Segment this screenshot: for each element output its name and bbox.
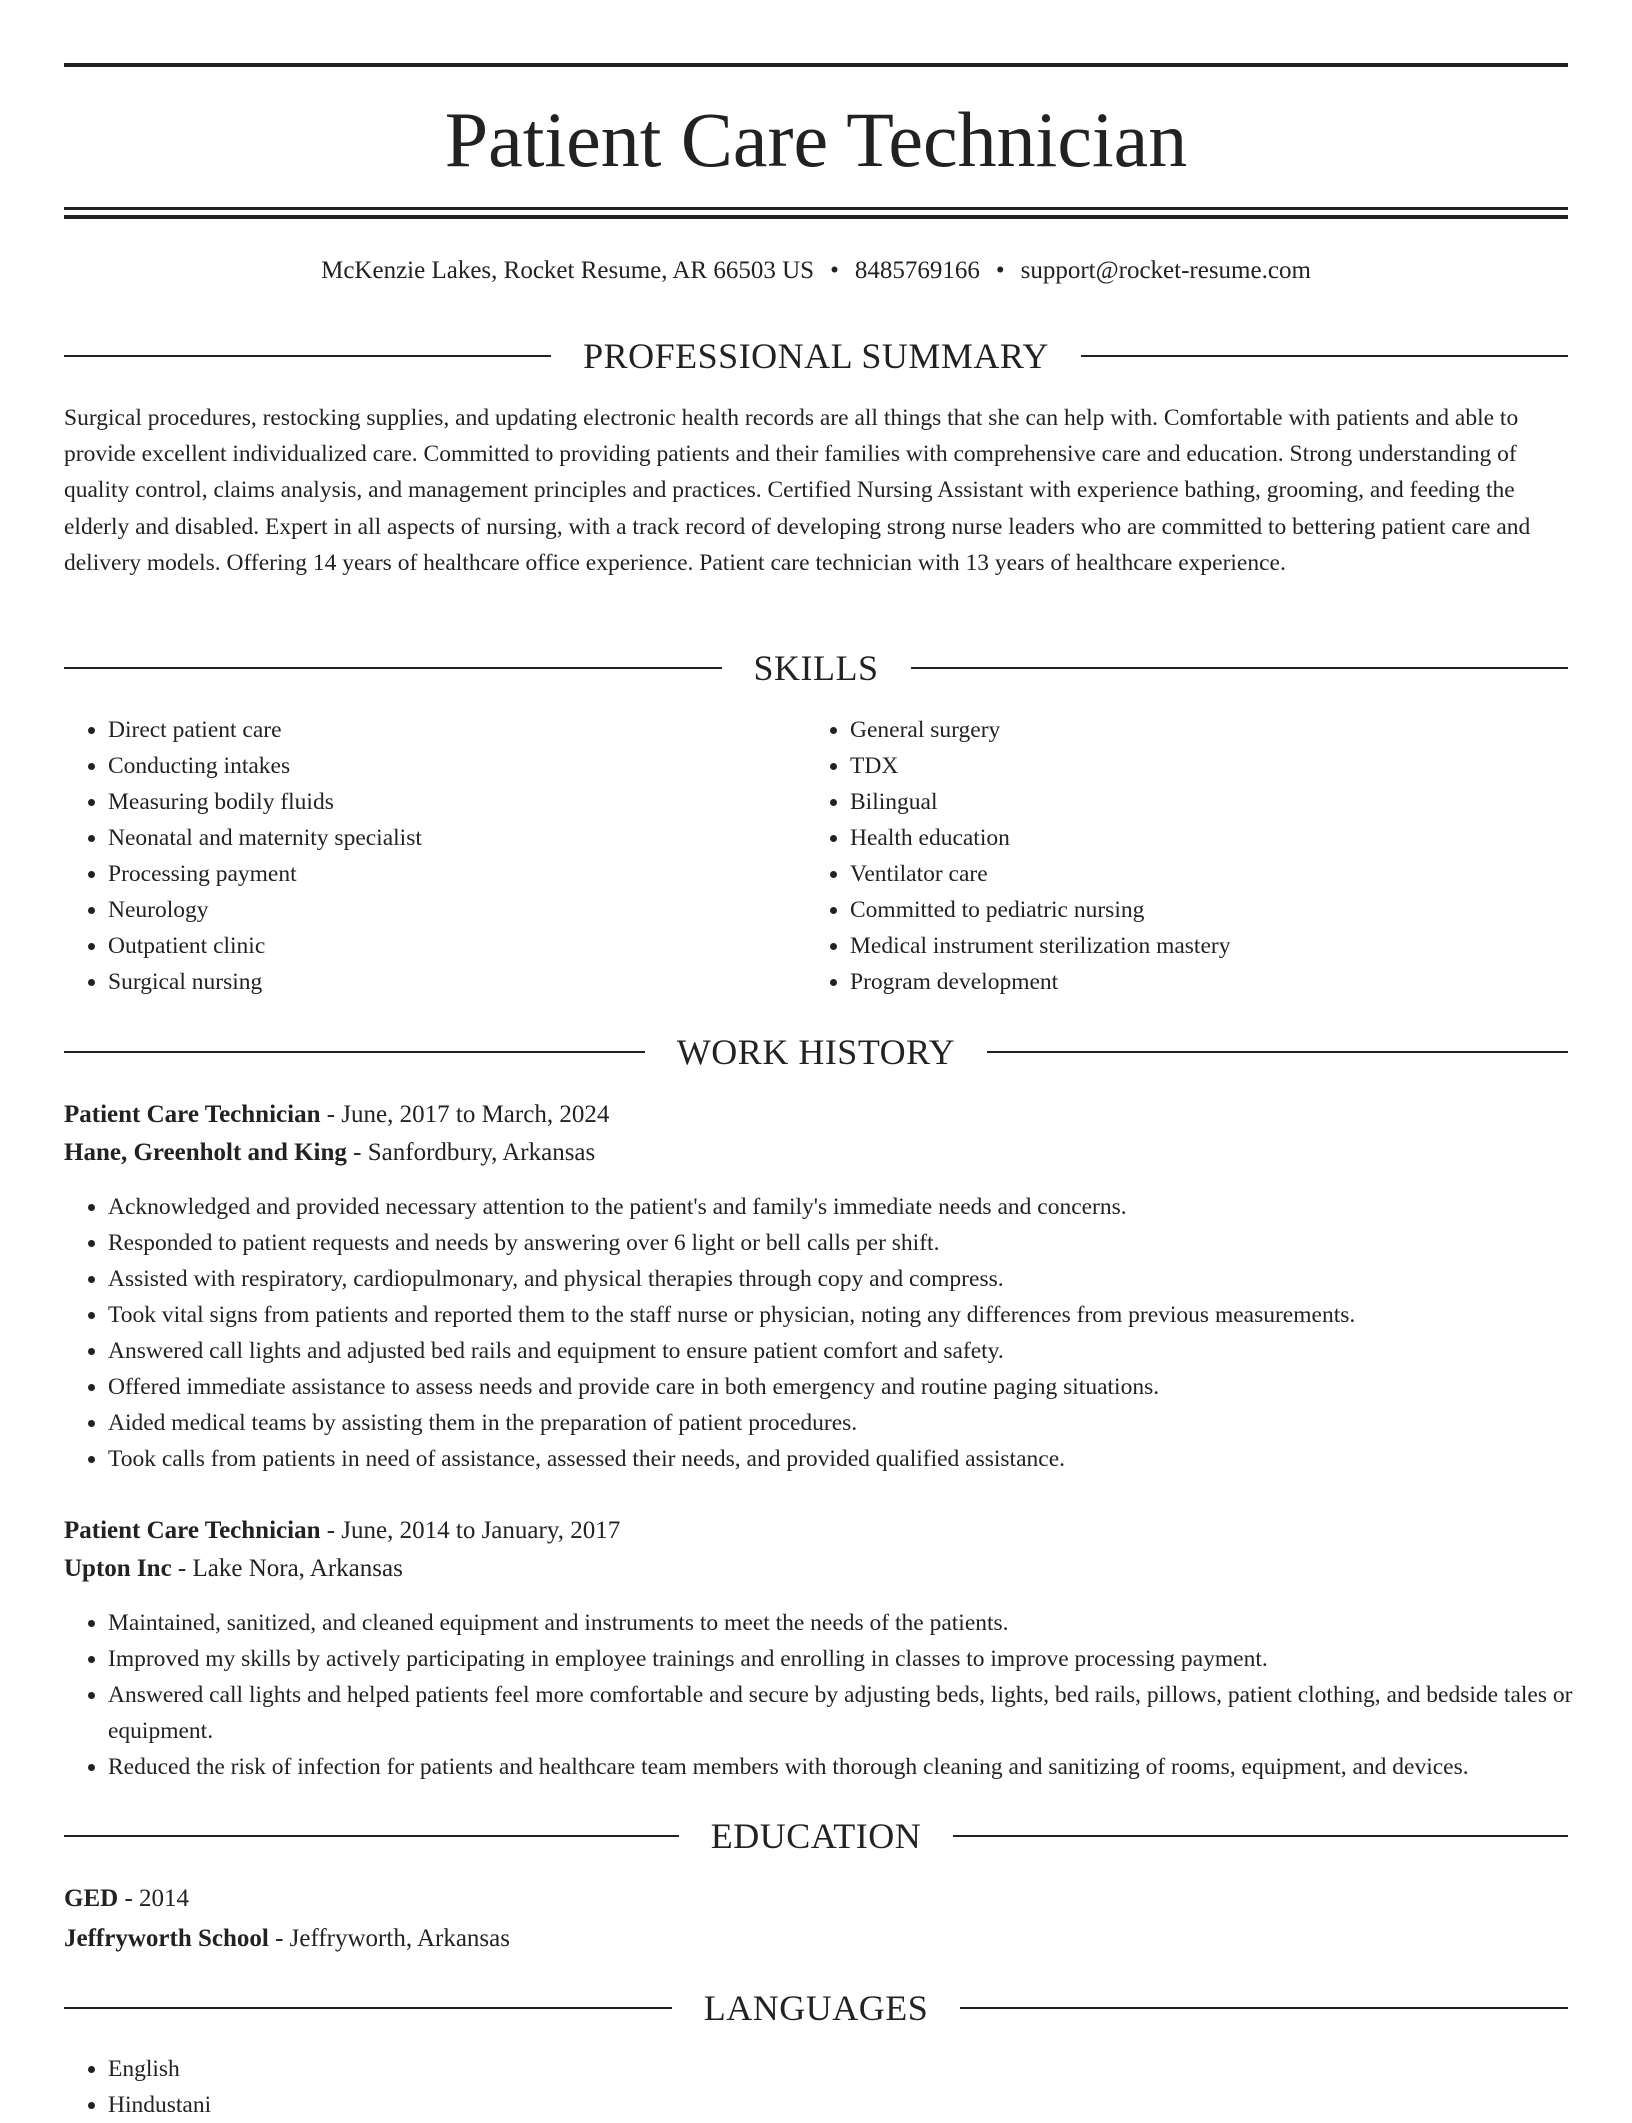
skill-item: • Outpatient clinic	[108, 928, 808, 964]
skill-item: • Measuring bodily fluids	[108, 784, 808, 820]
skill-item: • Ventilator care	[850, 856, 1610, 892]
job-title-line	[64, 1097, 1568, 1133]
languages-list	[64, 2051, 1612, 2123]
header-bottom-rule	[64, 207, 1568, 210]
job-company: Hane, Greenholt and King	[64, 1139, 347, 1166]
job-location: - Lake Nora, Arkansas	[171, 1555, 403, 1582]
divider	[64, 667, 722, 669]
skill-item: • General surgery	[850, 712, 1610, 748]
skill-item: • Surgical nursing	[108, 964, 808, 1000]
skill-item: • Conducting intakes	[108, 748, 808, 784]
job-company-line	[64, 1135, 1568, 1171]
summary-section-header	[64, 334, 1568, 378]
job-duty: • Acknowledged and provided necessary attention to the patient's and family's immediate needs and concerns.	[108, 1189, 1612, 1225]
summary-heading: PROFESSIONAL SUMMARY	[583, 336, 1049, 376]
languages-section-header	[64, 1986, 1568, 2030]
contact-address: McKenzie Lakes, Rocket Resume, AR 66503 US	[321, 257, 815, 284]
job-duty: • Took calls from patients in need of assistance, assessed their needs, and provided qualified assistance.	[108, 1441, 1612, 1477]
job-company: Upton Inc	[64, 1555, 172, 1582]
contact-email: support@rocket-resume.com	[1020, 257, 1311, 284]
skill-item: • Bilingual	[850, 784, 1610, 820]
divider	[64, 2007, 672, 2009]
job-duty: • Offered immediate assistance to assess needs and provide care in both emergency and routine paging situations.	[108, 1369, 1612, 1405]
job-title: Patient Care Technician	[64, 1517, 321, 1544]
job-title-line	[64, 1513, 1568, 1549]
divider	[64, 355, 551, 357]
education-location: - Jeffryworth, Arkansas	[268, 1925, 510, 1952]
divider	[64, 1051, 645, 1053]
skill-item: • Neonatal and maternity specialist	[108, 820, 808, 856]
skill-item: • Health education	[850, 820, 1610, 856]
education-heading: EDUCATION	[710, 1816, 922, 1856]
job-duty: • Maintained, sanitized, and cleaned equipment and instruments to meet the needs of the patients.	[108, 1605, 1612, 1641]
skill-item: • TDX	[850, 748, 1610, 784]
contact-phone: 8485769166	[854, 257, 980, 284]
language-item: • English	[108, 2051, 1612, 2087]
work-heading: WORK HISTORY	[676, 1032, 956, 1072]
skill-item: • Neurology	[108, 892, 808, 928]
divider	[64, 1835, 679, 1837]
language-item: • Hindustani	[108, 2087, 1612, 2123]
job-duty: • Responded to patient requests and needs by answering over 6 light or bell calls per shift.	[108, 1225, 1612, 1261]
job-company-line	[64, 1551, 1568, 1587]
skill-item: • Committed to pediatric nursing	[850, 892, 1610, 928]
divider	[911, 667, 1569, 669]
job-dates: - June, 2017 to March, 2024	[320, 1101, 610, 1128]
job-duty: • Assisted with respiratory, cardiopulmonary, and physical therapies through copy and compress.	[108, 1261, 1612, 1297]
job-duties-list	[64, 1189, 1612, 1477]
divider	[960, 2007, 1568, 2009]
skills-list-right	[806, 712, 1610, 1000]
work-section-header	[64, 1030, 1568, 1074]
job-duty: • Answered call lights and adjusted bed rails and equipment to ensure patient comfort and safety.	[108, 1333, 1612, 1369]
job-duty: • Took vital signs from patients and reported them to the staff nurse or physician, noting any differences from previous measurements.	[108, 1297, 1612, 1333]
skill-item: • Processing payment	[108, 856, 808, 892]
education-degree: GED	[64, 1885, 119, 1912]
job-location: - Sanfordbury, Arkansas	[346, 1139, 596, 1166]
education-school-line	[64, 1921, 1568, 1957]
job-dates: - June, 2014 to January, 2017	[320, 1517, 621, 1544]
contact-separator: •	[830, 257, 839, 284]
skills-section-header	[64, 646, 1568, 690]
skill-item: • Program development	[850, 964, 1610, 1000]
job-duty: • Aided medical teams by assisting them in the preparation of patient procedures.	[108, 1405, 1612, 1441]
education-school: Jeffryworth School	[64, 1925, 269, 1952]
skills-list-left	[64, 712, 808, 1000]
skills-heading: SKILLS	[753, 648, 879, 688]
skill-item: • Direct patient care	[108, 712, 808, 748]
education-degree-line	[64, 1881, 1568, 1917]
education-section-header	[64, 1814, 1568, 1858]
divider	[953, 1835, 1568, 1837]
resume-title: Patient Care Technician	[444, 96, 1188, 183]
contact-separator: •	[995, 257, 1005, 284]
job-duty: • Answered call lights and helped patients feel more comfortable and secure by adjusting beds, lights, bed rails, pillows, patient clothing, and bedside tales or equipment.	[108, 1677, 1612, 1749]
divider	[1081, 355, 1568, 357]
summary-text: Surgical procedures, restocking supplies, and updating electronic health records are all things that she can help with. Comfortable with patients and able to provide excellent individualized care. Committed to providing patients and their families with comprehensive care and education. Strong understanding of quality control, claims analysis, and management principles and practices. Certified Nursing Assistant with experience bathing, grooming, and feeding the elderly and disabled. Expert in all aspects of nursing, with a track record of developing strong nurse leaders who are committed to bettering patient care and delivery models. Offering 14 years of healthcare office experience. Patient care technician with 13 years of healthcare experience.	[64, 405, 1531, 576]
divider	[987, 1051, 1568, 1053]
header-top-rule	[64, 63, 1568, 67]
job-duty: • Improved my skills by actively participating in employee trainings and enrolling in classes to improve processing payment.	[108, 1641, 1612, 1677]
languages-heading: LANGUAGES	[703, 1988, 929, 2028]
job-duties-list	[64, 1605, 1612, 1785]
contact-line	[64, 254, 1568, 288]
education-year: - 2014	[118, 1885, 190, 1912]
header-bottom-rule-2	[64, 215, 1568, 219]
job-duty: • Reduced the risk of infection for patients and healthcare team members with thorough cleaning and sanitizing of rooms, equipment, and devices.	[108, 1749, 1612, 1785]
skill-item: • Medical instrument sterilization mastery	[850, 928, 1610, 964]
job-title: Patient Care Technician	[64, 1101, 321, 1128]
